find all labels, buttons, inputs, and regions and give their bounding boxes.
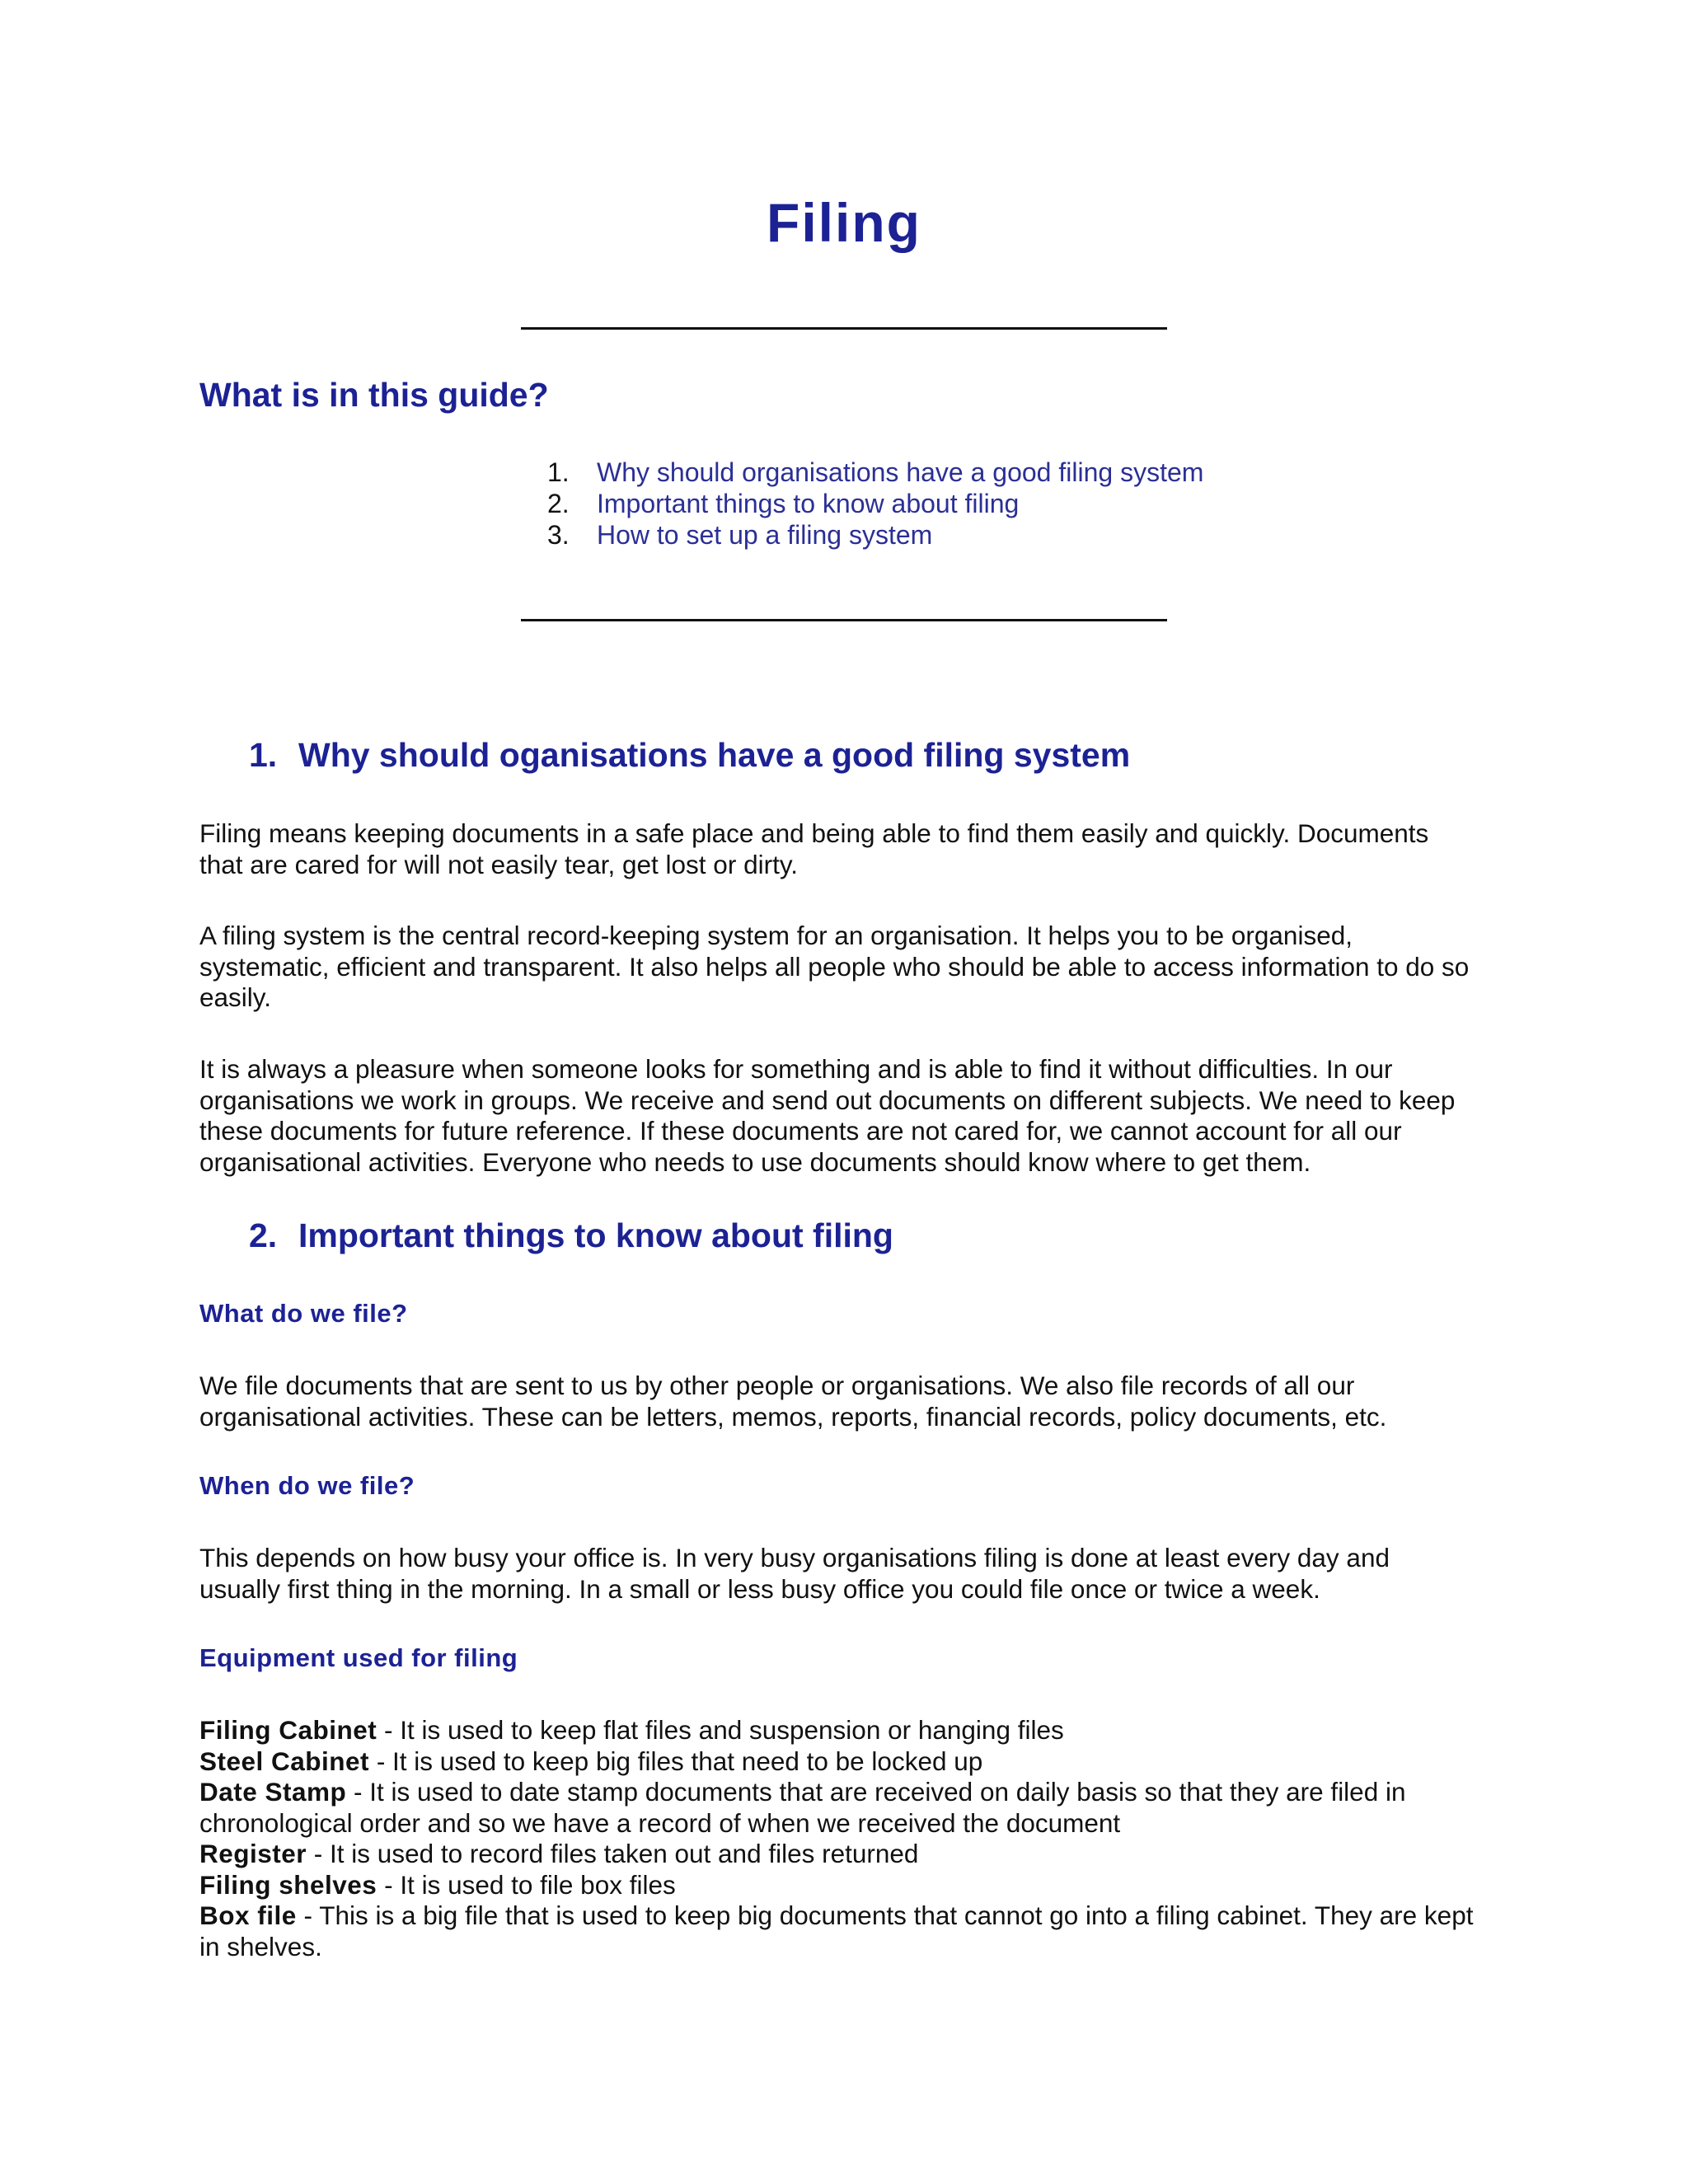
equipment-term: Filing shelves (199, 1869, 377, 1900)
divider (521, 327, 1167, 330)
toc-item[interactable] (547, 488, 1203, 519)
toc-link[interactable]: How to set up a filing system (597, 520, 933, 550)
equipment-desc: - It is used to file box files (377, 1869, 676, 1900)
equipment-term: Box file (199, 1900, 297, 1930)
subheading: What do we file? (199, 1299, 408, 1328)
paragraph: A filing system is the central record-keeping system for an organisation. It helps you to be organised, systematic, efficient and transparent. It also helps all people who should be able to access information to do so easily. (199, 921, 1470, 1012)
paragraph: It is always a pleasure when someone looks for something and is able to find it without difficulties. In our organisations we work in groups. We receive and send out documents on different subjects. We need to keep these documents for future reference. If these documents are not cared for, we cannot account for all our organisational activities. Everyone who needs to use documents should know where to get them. (199, 1054, 1456, 1177)
equipment-term: Steel Cabinet (199, 1746, 370, 1776)
section-heading (249, 736, 1130, 775)
toc-number: 1. (547, 457, 570, 487)
toc-item[interactable] (547, 519, 1203, 551)
guide-heading: What is in this guide? (199, 376, 549, 414)
equipment-item (199, 1715, 1485, 1746)
equipment-desc: - It is used to keep big files that need to be locked up (369, 1746, 983, 1776)
equipment-desc: - This is a big file that is used to keep big documents that cannot go into a filing cabinet. They are kept in shelves. (199, 1900, 1474, 1961)
paragraph: This depends on how busy your office is. In very busy organisations filing is done at least every day and usually first thing in the morning. In a small or less busy office you could file once or twice a week. (199, 1543, 1390, 1604)
equipment-list (199, 1715, 1485, 1962)
section-title: Why should oganisations have a good filing system (298, 736, 1131, 774)
equipment-desc: - It is used to keep flat files and suspension or hanging files (377, 1715, 1064, 1745)
paragraph: We file documents that are sent to us by other people or organisations. We also file records of all our organisational activities. These can be letters, memos, reports, financial records, policy documents, etc. (199, 1371, 1387, 1432)
toc-number: 2. (547, 489, 570, 518)
toc-link[interactable]: Why should organisations have a good filing system (597, 457, 1204, 487)
equipment-term: Filing Cabinet (199, 1715, 377, 1745)
paragraph: Filing means keeping documents in a safe place and being able to find them easily and quickly. Documents that are cared for will not easily tear, get lost or dirty. (199, 818, 1429, 879)
equipment-item (199, 1870, 1485, 1901)
section-title: Important things to know about filing (298, 1216, 893, 1254)
equipment-item (199, 1746, 1485, 1778)
equipment-desc: - It is used to date stamp documents that are received on daily basis so that they are filed in chronological order and so we have a record of when we received the document (199, 1777, 1406, 1838)
subheading: When do we file? (199, 1471, 415, 1500)
equipment-term: Register (199, 1839, 307, 1868)
table-of-contents (547, 457, 1203, 551)
toc-number: 3. (547, 520, 570, 550)
equipment-desc: - It is used to record files taken out and files returned (307, 1839, 919, 1868)
equipment-item (199, 1839, 1485, 1870)
section-heading (249, 1216, 893, 1255)
toc-item[interactable] (547, 457, 1203, 488)
section-number: 2. (249, 1216, 278, 1254)
page-title: Filing (767, 192, 921, 253)
subheading: Equipment used for filing (199, 1643, 518, 1672)
divider (521, 619, 1167, 621)
equipment-item (199, 1777, 1485, 1839)
section-number: 1. (249, 736, 278, 774)
toc-link[interactable]: Important things to know about filing (597, 489, 1020, 518)
equipment-item (199, 1900, 1485, 1962)
equipment-term: Date Stamp (199, 1777, 347, 1807)
